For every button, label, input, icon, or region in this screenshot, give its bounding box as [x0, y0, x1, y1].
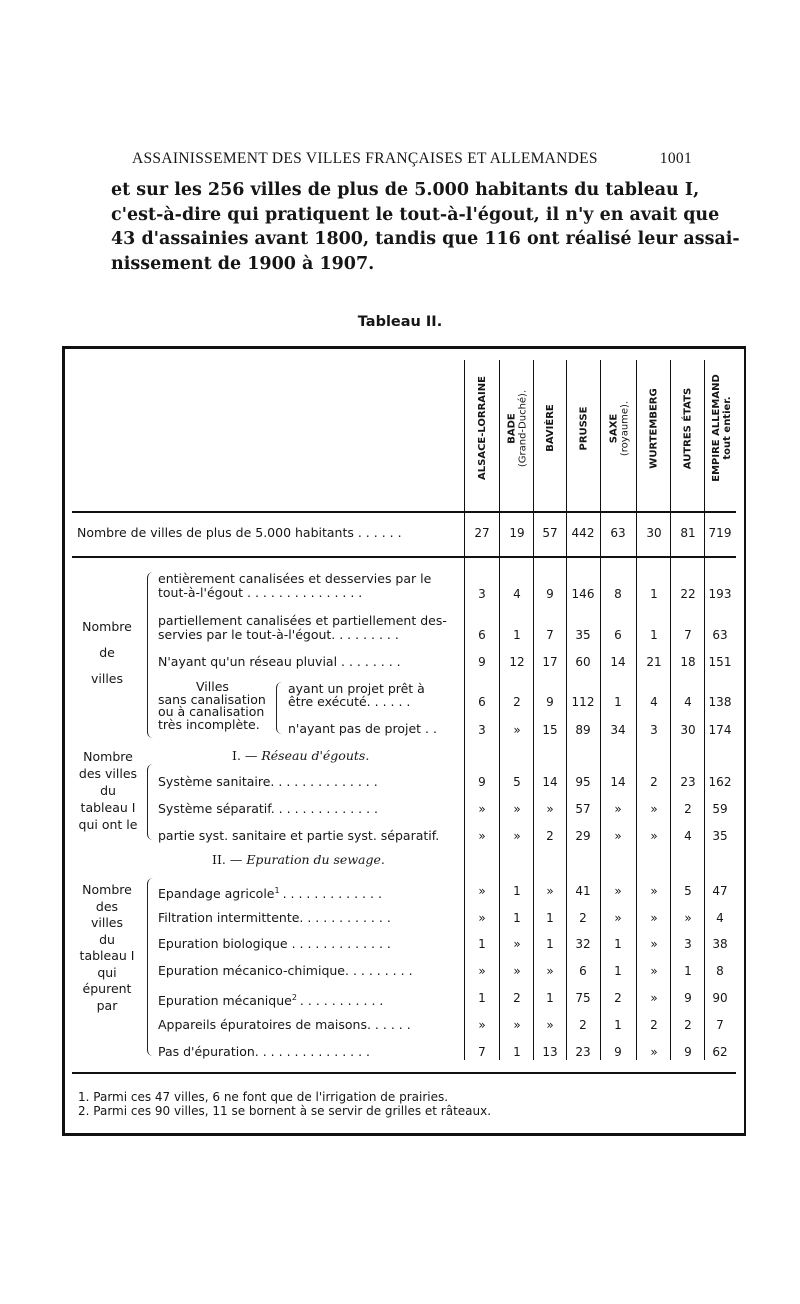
- label-line: tout-à-l'égout . . . . . . . . . . . . . . .: [158, 585, 363, 600]
- table-cell: 162: [708, 775, 732, 789]
- table-cell: »: [684, 911, 692, 925]
- row-label-text: Epandage agricole: [158, 886, 275, 902]
- table-cell: 6: [478, 695, 486, 709]
- page-number: 1001: [659, 150, 692, 167]
- row-label-text: partie syst. sanitaire et partie syst. séparatif.: [158, 828, 440, 843]
- row-label-pasprojet: n'ayant pas de projet . .: [288, 721, 437, 736]
- table-cell: 81: [680, 526, 696, 540]
- table-cell: 9: [546, 587, 554, 601]
- section-number: I. —: [232, 748, 258, 763]
- table-cell: 1: [513, 1045, 521, 1059]
- footnote-1: 1. Parmi ces 47 villes, 6 ne font que de l'irrigation de prairies.: [78, 1090, 449, 1104]
- column-header: [637, 363, 670, 493]
- table-cell: 4: [650, 695, 658, 709]
- table-cell: 719: [708, 526, 732, 540]
- brace-epurent: [147, 878, 156, 1056]
- table-cell: 1: [546, 937, 554, 951]
- table-cell: 174: [708, 723, 732, 737]
- column-header-line: BADE: [505, 412, 517, 444]
- table-cell: 35: [575, 628, 591, 642]
- column-header-line: tout entier.: [722, 396, 733, 460]
- running-head: [132, 150, 692, 168]
- stub-line: tableau I: [80, 800, 136, 815]
- stub-line: tableau I: [79, 948, 135, 963]
- table-cell: 30: [646, 526, 662, 540]
- table-cell: 2: [650, 775, 658, 789]
- label-line: sans canalisation: [158, 691, 266, 707]
- footnote-marker: 2: [291, 993, 297, 1002]
- stub-line: Nombre: [82, 619, 132, 634]
- table-cell: 6: [614, 628, 622, 642]
- table-cell: »: [478, 911, 486, 925]
- stub-line: de: [99, 645, 115, 660]
- table-cell: 27: [474, 526, 490, 540]
- row-label: [158, 802, 378, 816]
- table-cell: 23: [575, 1045, 591, 1059]
- row-label: [158, 775, 378, 789]
- table-cell: 3: [650, 723, 658, 737]
- row-label: [158, 884, 382, 901]
- stub-line: Nombre: [82, 882, 132, 897]
- table-cell: 2: [684, 802, 692, 816]
- table-cell: »: [614, 884, 622, 898]
- running-head-title: ASSAINISSEMENT DES VILLES FRANÇAISES ET ALLEMANDES: [132, 150, 598, 167]
- table-cell: 1: [650, 587, 658, 601]
- column-header-line: (royaume).: [618, 400, 630, 456]
- column-header-line: SAXE: [607, 413, 619, 443]
- row-label: [158, 655, 401, 669]
- table-cell: 1: [684, 964, 692, 978]
- table-cell: 13: [542, 1045, 558, 1059]
- table-cell: »: [614, 802, 622, 816]
- footnote-marker: 1: [274, 886, 280, 895]
- section-epuration: [212, 852, 385, 867]
- table-cell: 9: [684, 1045, 692, 1059]
- table-cell: »: [513, 1018, 521, 1032]
- row-label: [158, 964, 413, 978]
- row-label-text: N'ayant qu'un réseau pluvial . . . . . . . .: [158, 654, 401, 669]
- table-cell: 1: [650, 628, 658, 642]
- table-cell: »: [478, 802, 486, 816]
- table-cell: »: [650, 884, 658, 898]
- table-cell: »: [513, 964, 521, 978]
- table-cell: 193: [708, 587, 732, 601]
- row-label: [158, 937, 391, 951]
- stub-line: des villes: [78, 766, 138, 781]
- section-title: Epuration du sewage.: [246, 852, 385, 867]
- row-label-entier: [158, 572, 431, 600]
- table-cell: 19: [509, 526, 525, 540]
- table-cell: 1: [546, 991, 554, 1005]
- table-cell: »: [478, 829, 486, 843]
- table-cell: »: [650, 802, 658, 816]
- column-header-line: BAVIÈRE: [544, 404, 556, 452]
- table-cell: »: [513, 802, 521, 816]
- table-cell: 62: [712, 1045, 728, 1059]
- row-label-text: Filtration intermittente. . . . . . . . . . . .: [158, 910, 391, 925]
- leader-dots: . . . . . . . . . . .: [299, 993, 384, 1009]
- table-cell: 1: [614, 695, 622, 709]
- table-cell: »: [650, 964, 658, 978]
- body-line: c'est-à-dire qui pratiquent le tout-à-l'égout, il n'y en avait que: [111, 204, 720, 225]
- row-label-text: Epuration mécanico-chimique. . . . . . . . .: [158, 963, 413, 978]
- section-title: Réseau d'égouts.: [261, 748, 370, 763]
- table-cell: 3: [684, 937, 692, 951]
- table-cell: 138: [708, 695, 732, 709]
- column-header-line: PRUSSE: [578, 406, 589, 450]
- row-label-text: Pas d'épuration. . . . . . . . . . . . . . .: [158, 1044, 371, 1059]
- table-cell: »: [513, 829, 521, 843]
- table-cell: 75: [575, 991, 591, 1005]
- row-label-text: Système sanitaire. . . . . . . . . . . . . .: [158, 774, 378, 789]
- table-cell: 29: [575, 829, 591, 843]
- stub-reseau: [70, 748, 146, 833]
- leader-dots: . . . . . . . . . . . . .: [282, 886, 382, 902]
- table-cell: 30: [680, 723, 696, 737]
- table-cell: 7: [546, 628, 554, 642]
- table-cell: 1: [614, 1018, 622, 1032]
- table-cell: 9: [546, 695, 554, 709]
- section-number: II. —: [212, 852, 243, 867]
- table-cell: »: [614, 911, 622, 925]
- table-cell: »: [650, 829, 658, 843]
- table-cell: 1: [513, 911, 521, 925]
- table-cell: 23: [680, 775, 696, 789]
- table-cell: 9: [614, 1045, 622, 1059]
- column-header-line: ALSACE-LORRAINE: [476, 376, 488, 480]
- table-cell: 1: [478, 991, 486, 1005]
- column-header: [465, 363, 499, 493]
- brace-villes: [147, 572, 156, 738]
- column-header-line: WURTEMBERG: [648, 387, 659, 469]
- row-label-text: Epuration mécanique: [158, 993, 292, 1009]
- column-header: [567, 363, 600, 493]
- body-line: nissement de 1900 à 1907.: [111, 253, 375, 274]
- row-label-text: Nombre de villes de plus de 5.000 habitants . . . . . .: [77, 525, 402, 540]
- table-cell: 9: [478, 775, 486, 789]
- column-header-line: (Grand-Duché).: [516, 389, 528, 467]
- column-header-line: EMPIRE ALLEMAND: [711, 374, 722, 482]
- column-header: [601, 363, 636, 493]
- table-cell: 1: [614, 964, 622, 978]
- table-title: Tableau II.: [357, 314, 443, 330]
- section-reseau: [232, 748, 369, 763]
- table-cell: 7: [478, 1045, 486, 1059]
- body-line: et sur les 256 villes de plus de 5.000 habitants du tableau I,: [111, 180, 700, 200]
- table-cell: »: [513, 937, 521, 951]
- row-label: [158, 911, 391, 925]
- table-cell: 14: [610, 775, 626, 789]
- label-line: très incomplète.: [158, 716, 260, 732]
- table-cell: 12: [509, 655, 525, 669]
- table-cell: 112: [571, 695, 595, 709]
- column-header: [671, 363, 704, 493]
- brace-reseau: [147, 764, 156, 840]
- table-cell: 14: [542, 775, 558, 789]
- table-cell: »: [614, 829, 622, 843]
- table-cell: 89: [575, 723, 591, 737]
- stub-line: qui: [97, 964, 117, 980]
- column-header: [534, 363, 566, 493]
- table-cell: 22: [680, 587, 696, 601]
- table-cell: 146: [571, 587, 595, 601]
- table-cell: »: [650, 1045, 658, 1059]
- table-cell: 6: [478, 628, 486, 642]
- table-cell: 8: [716, 964, 724, 978]
- table-cell: »: [513, 723, 521, 737]
- brace-projet: [276, 682, 283, 734]
- row-label-projet: [288, 682, 425, 708]
- table-cell: 2: [579, 1018, 587, 1032]
- table-cell: 4: [684, 829, 692, 843]
- table-cell: 60: [575, 655, 591, 669]
- label-line: entièrement canalisées et desservies par le: [158, 571, 432, 586]
- row-label: [158, 1018, 411, 1032]
- table-cell: 63: [712, 628, 728, 642]
- table-cell: 2: [546, 829, 554, 843]
- column-header: [500, 363, 533, 493]
- table-cell: 1: [513, 884, 521, 898]
- table-cell: 9: [684, 991, 692, 1005]
- table-cell: 1: [614, 937, 622, 951]
- stub-line: villes: [90, 671, 124, 686]
- table-cell: 5: [684, 884, 692, 898]
- table-cell: 3: [478, 587, 486, 601]
- table-cell: »: [650, 991, 658, 1005]
- table-cell: 34: [610, 723, 626, 737]
- table-cell: 2: [513, 695, 521, 709]
- table-cell: »: [650, 937, 658, 951]
- row-label: [158, 829, 439, 843]
- stub-line: des: [95, 898, 119, 914]
- table-cell: 4: [513, 587, 521, 601]
- table-cell: 151: [708, 655, 732, 669]
- table-cell: 57: [542, 526, 558, 540]
- stub-villes: [72, 618, 142, 688]
- footnote-2: 2. Parmi ces 90 villes, 11 se bornent à se servir de grilles et râteaux.: [78, 1104, 492, 1118]
- table-cell: 4: [684, 695, 692, 709]
- stub-line: du: [99, 931, 115, 947]
- label-line: servies par le tout-à-l'égout. . . . . . . . .: [158, 627, 399, 642]
- table-cell: 2: [684, 1018, 692, 1032]
- footnotes: [78, 1090, 491, 1118]
- table-cell: 442: [571, 526, 595, 540]
- column-header-line: AUTRES ÉTATS: [682, 387, 693, 469]
- row-label-villes-group: [158, 681, 266, 731]
- table-cell: »: [478, 884, 486, 898]
- table-cell: 15: [542, 723, 558, 737]
- table-cell: 21: [646, 655, 662, 669]
- stub-line: épurent: [82, 981, 132, 996]
- stub-epurent: [72, 882, 142, 1014]
- table-cell: 2: [513, 991, 521, 1005]
- table-cell: 63: [610, 526, 626, 540]
- table-cell: »: [650, 911, 658, 925]
- table-cell: 59: [712, 802, 728, 816]
- label-line: être exécuté. . . . . .: [288, 694, 411, 709]
- row-label: [158, 1045, 370, 1059]
- table-cell: 32: [575, 937, 591, 951]
- stub-line: du: [100, 783, 116, 798]
- label-line: ou à canalisation: [158, 704, 265, 719]
- column-header: [705, 363, 739, 493]
- table-cell: 90: [712, 991, 728, 1005]
- table-cell: 7: [684, 628, 692, 642]
- table-cell: »: [546, 964, 554, 978]
- label-line: partiellement canalisées et partiellement des-: [158, 613, 447, 628]
- table-cell: 5: [513, 775, 521, 789]
- stub-line: qui ont le: [78, 817, 138, 832]
- table-cell: 2: [650, 1018, 658, 1032]
- table-cell: 47: [712, 884, 728, 898]
- stub-line: par: [96, 997, 118, 1013]
- table-cell: 17: [542, 655, 558, 669]
- table-cell: »: [478, 1018, 486, 1032]
- table-cell: 41: [575, 884, 591, 898]
- table-cell: 1: [546, 911, 554, 925]
- table-cell: 9: [478, 655, 486, 669]
- table-cell: 2: [579, 911, 587, 925]
- table-cell: »: [546, 884, 554, 898]
- table-cell: »: [546, 1018, 554, 1032]
- row-label-text: Système séparatif. . . . . . . . . . . . . .: [158, 801, 379, 816]
- label-line: ayant un projet prêt à: [288, 681, 425, 696]
- table-cell: 1: [513, 628, 521, 642]
- row-label-text: Appareils épuratoires de maisons. . . . . .: [158, 1017, 411, 1032]
- table-cell: 95: [575, 775, 591, 789]
- table-cell: »: [478, 964, 486, 978]
- table-cell: 57: [575, 802, 591, 816]
- table-cell: »: [546, 802, 554, 816]
- body-paragraph: [111, 178, 740, 276]
- table-cell: 38: [712, 937, 728, 951]
- stub-line: villes: [90, 915, 124, 930]
- row-label-partiel: [158, 614, 447, 642]
- body-line: 43 d'assainies avant 1800, tandis que 116 ont réalisé leur assai-: [111, 229, 740, 249]
- label-line: Villes: [196, 679, 229, 694]
- table-cell: 2: [614, 991, 622, 1005]
- table-cell: 18: [680, 655, 696, 669]
- rule-before-footnotes: [72, 1072, 736, 1074]
- table-cell: 4: [716, 911, 724, 925]
- table-cell: 7: [716, 1018, 724, 1032]
- table-cell: 14: [610, 655, 626, 669]
- row-label: [77, 526, 402, 540]
- stub-line: Nombre: [83, 749, 133, 764]
- row-label: [158, 991, 383, 1008]
- row-label-text: Epuration biologique . . . . . . . . . . . . .: [158, 936, 391, 951]
- table-cell: 1: [478, 937, 486, 951]
- table-cell: 6: [579, 964, 587, 978]
- table-cell: 35: [712, 829, 728, 843]
- table-cell: 3: [478, 723, 486, 737]
- table-cell: 8: [614, 587, 622, 601]
